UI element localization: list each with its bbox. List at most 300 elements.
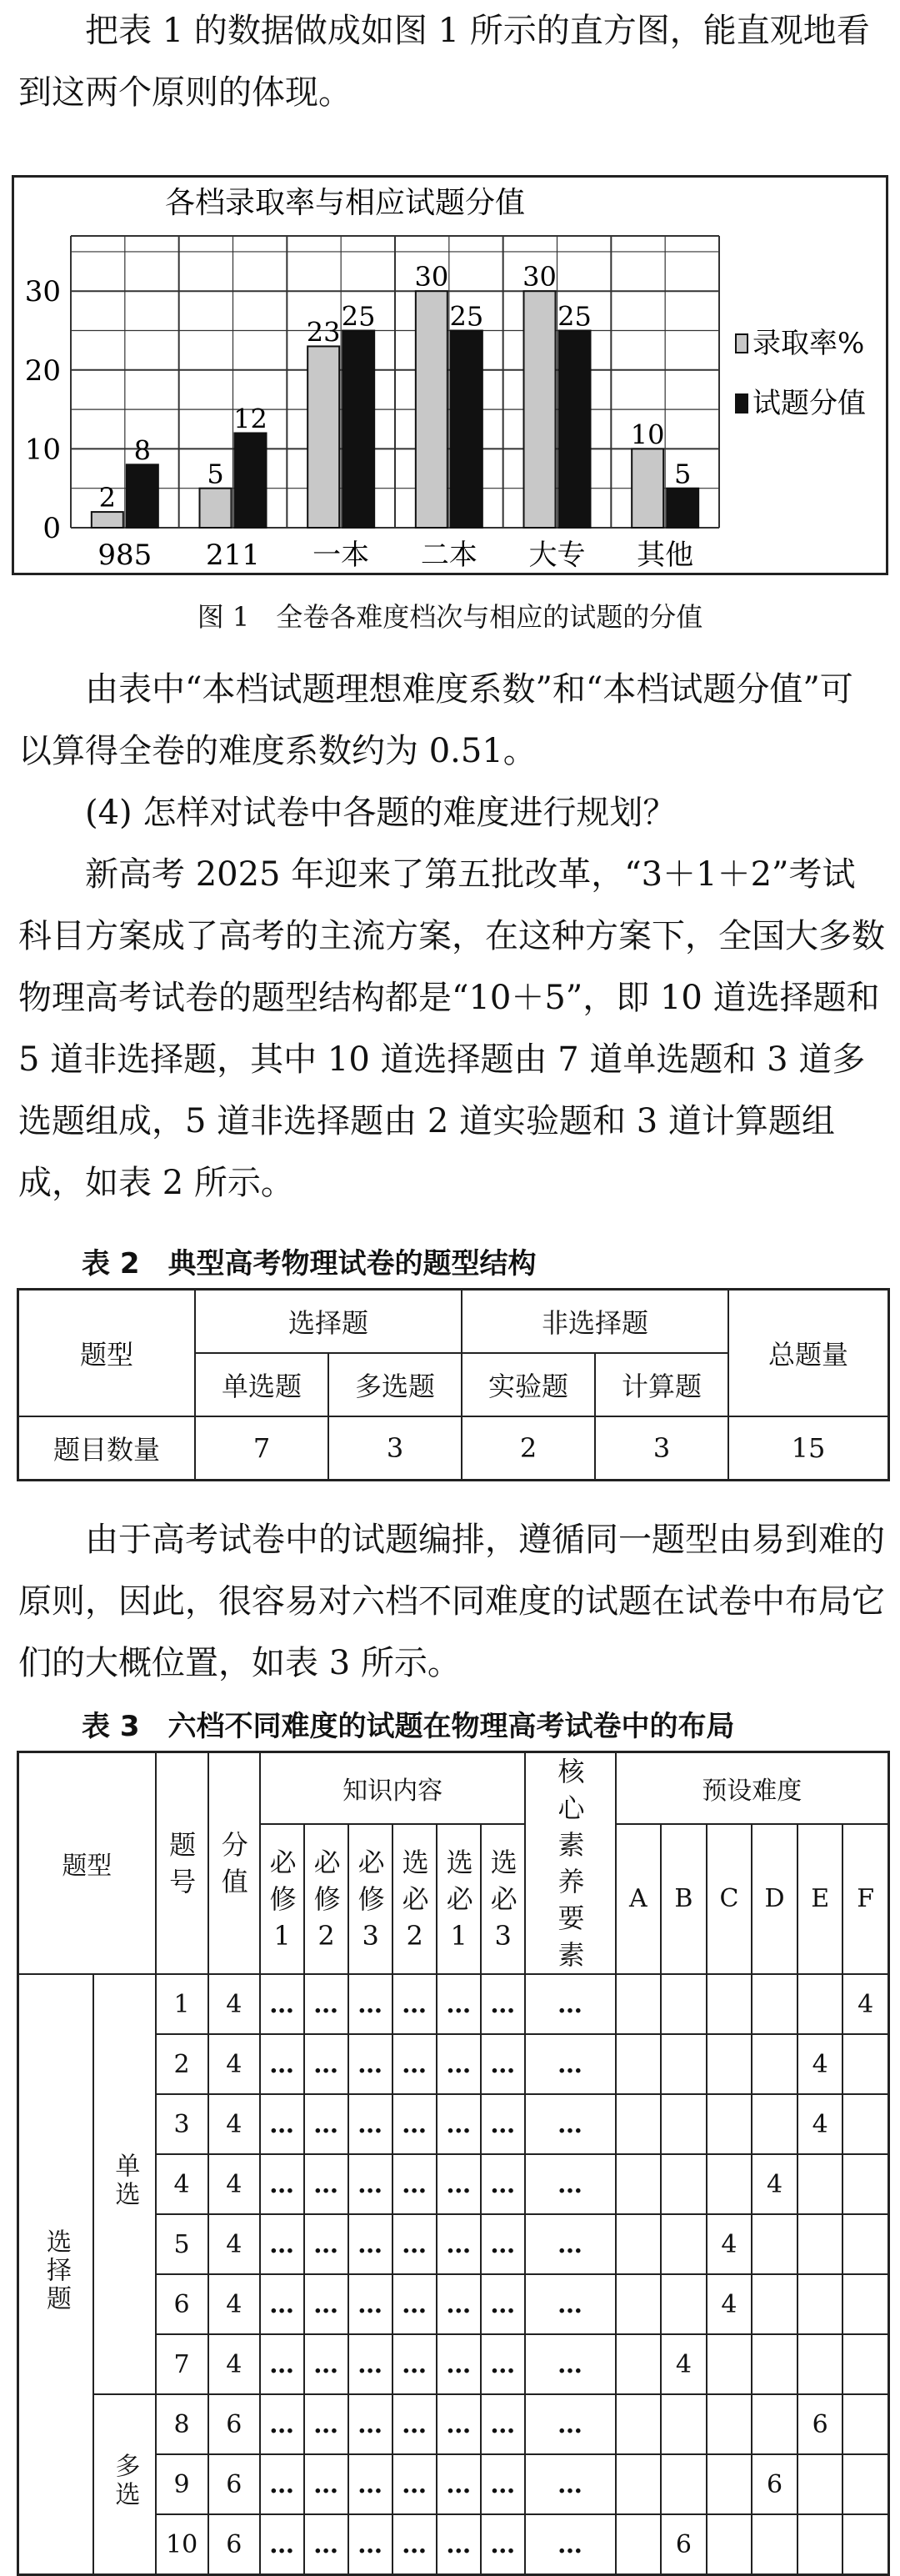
t3-knowledge-cell [392,1974,437,2034]
t3-difficulty-cell [842,2214,888,2274]
t3-dots-text: … [358,2529,384,2559]
t3-difficulty-cell [752,2214,798,2274]
t3-knowledge-cell [348,2274,392,2334]
t3-dots-text: … [402,2529,428,2559]
t3-knowledge-cell [481,2394,525,2454]
t3-knowledge-cell [304,2034,348,2094]
t3-knowledge-cell [437,1974,481,2034]
t3-dots-text: … [358,2289,384,2319]
data-label: 25 [558,300,592,333]
x-tick-label: 其他 [637,539,694,572]
t3-difficulty-cell [798,2214,843,2274]
t3-difficulty-col: D [752,1824,798,1974]
t3-dots-text: … [269,2169,296,2199]
t3-dots-text: … [358,2349,384,2379]
t3-score: 4 [208,2274,261,2334]
data-label: 30 [414,261,449,293]
t3-difficulty-cell [842,2334,888,2394]
t3-knowledge-cell [260,2034,304,2094]
t3-question-no: 8 [156,2394,208,2454]
t3-dots-text: … [490,2529,517,2559]
t3-knowledge-col [481,1824,525,1974]
t3-knowledge-cell [481,2454,525,2514]
t3-difficulty-cell [752,2334,798,2394]
t3-question-no: 7 [156,2334,208,2394]
y-tick-label: 0 [42,512,61,545]
t3-dots-text: … [313,2529,340,2559]
t3-difficulty-cell: 4 [798,2094,843,2154]
t3-core-header [525,1752,615,1975]
t3-difficulty-col: C [707,1824,752,1974]
t3-question-no: 2 [156,2034,208,2094]
t3-dots-text: … [557,1989,583,2019]
paragraph-question: (4) 怎样对试卷中各题的难度进行规划？ [85,794,677,832]
t3-difficulty-cell [661,2454,707,2514]
data-label: 5 [207,458,224,490]
figure-caption: 图 1 全卷各难度档次与相应的试题的分值 [197,601,703,633]
t3-knowledge-cell [304,2214,348,2274]
t3-difficulty-cell: 6 [798,2394,843,2454]
t3-knowledge-cell [348,2154,392,2214]
t3-difficulty-cell [616,2214,662,2274]
t3-sub-single [93,1974,156,2394]
t3-score: 4 [208,1974,261,2034]
t3-knowledge-cell [304,2454,348,2514]
t3-difficulty-cell [616,2514,662,2575]
table-2 [17,1288,890,1481]
t2-sub-header: 实验题 [462,1353,595,1416]
table2-caption: 表 2 典型高考物理试卷的题型结构 [82,1247,537,1280]
t3-question-no: 5 [156,2214,208,2274]
t3-knowledge-cell [260,2094,304,2154]
t3-knowledge-cell [392,2034,437,2094]
t3-core-cell [525,2214,615,2274]
t3-knowledge-col-text: 选必3 [490,1846,518,1952]
t3-difficulty-cell: 6 [661,2514,707,2575]
data-label: 12 [233,403,268,435]
t3-knowledge-cell [304,2334,348,2394]
t3-knowledge-cell [437,2394,481,2454]
legend-label: 录取率% [752,327,865,360]
t3-dots-text: … [490,2349,517,2379]
t3-dots-text: … [269,2469,296,2499]
t3-dots-text: … [269,1989,296,2019]
t3-sub-multi [93,2394,156,2575]
t2-sub-header: 单选题 [195,1353,328,1416]
t3-dots-text: … [358,2049,384,2079]
t3-knowledge-cell [481,1974,525,2034]
bar-score [667,489,698,528]
t2-type-header: 题型 [18,1290,196,1417]
t3-knowledge-cell [481,2334,525,2394]
x-tick-label: 985 [98,539,152,572]
t3-dots-text: … [490,2469,517,2499]
bar-admission-rate [200,489,232,528]
t3-knowledge-cell [481,2094,525,2154]
t3-knowledge-cell [481,2034,525,2094]
t3-dots-text: … [358,2109,384,2139]
t3-dots-text: … [402,2229,428,2259]
t3-knowledge-cell [348,2094,392,2154]
data-label: 25 [341,300,376,333]
bar-chart [14,178,886,573]
t3-difficulty-cell [616,2154,662,2214]
table3-caption: 表 3 六档不同难度的试题在物理高考试卷中的布局 [82,1710,735,1743]
t3-knowledge-cell [437,2514,481,2575]
t3-knowledge-cell [437,2454,481,2514]
t3-score: 6 [208,2514,261,2575]
bar-score [342,331,374,528]
t3-dots-text: … [358,2229,384,2259]
t3-dots-text: … [269,2289,296,2319]
t3-dots-text: … [313,2229,340,2259]
t2-row-label: 题目数量 [18,1416,196,1481]
bar-admission-rate [524,291,556,528]
t3-type-header: 题型 [18,1752,156,1975]
t3-score: 4 [208,2214,261,2274]
t3-knowledge-cell [304,2274,348,2334]
t3-knowledge-cell [260,2514,304,2575]
legend-label: 试题分值 [752,387,866,420]
t3-knowledge-cell [392,2094,437,2154]
t3-difficulty-cell [842,2034,888,2094]
t3-difficulty-cell [798,2334,843,2394]
t2-sub-header: 多选题 [328,1353,462,1416]
t3-sub-text: 单选 [110,2153,140,2209]
t3-difficulty-cell [661,1974,707,2034]
t3-dots-text: … [446,2529,472,2559]
t3-dots-text: … [557,2109,583,2139]
t3-score-header-text: 分值 [221,1829,248,1897]
t3-difficulty-cell: 4 [752,2154,798,2214]
t2-total-header: 总题量 [728,1290,889,1417]
data-label: 2 [98,482,117,514]
t3-dots-text: … [446,1989,472,2019]
bar-score [235,433,267,528]
table-row [18,2394,889,2454]
t3-knowledge-cell [304,2394,348,2454]
t3-dots-text: … [313,1989,340,2019]
t3-difficulty-cell [707,2334,752,2394]
t3-knowledge-cell [437,2034,481,2094]
t2-cell: 7 [195,1416,328,1481]
t3-difficulty-cell [842,2454,888,2514]
t3-difficulty-cell [661,2394,707,2454]
t3-score: 4 [208,2034,261,2094]
t3-difficulty-cell [707,2034,752,2094]
paragraph-intro: 把表 1 的数据做成如图 1 所示的直方图，能直观地看到这两个原则的体现。 [18,12,870,112]
t3-difficulty-cell [798,2154,843,2214]
t3-dots-text: … [557,2529,583,2559]
t3-dots-text: … [446,2229,472,2259]
t2-choice-header: 选择题 [195,1290,462,1354]
t3-dots-text: … [269,2109,296,2139]
t3-dots-text: … [402,2169,428,2199]
t3-question-no: 1 [156,1974,208,2034]
data-label: 30 [522,261,557,293]
t3-difficulty-cell: 4 [707,2214,752,2274]
legend-swatch [736,334,748,353]
t3-knowledge-cell [437,2094,481,2154]
t3-knowledge-cell [348,2034,392,2094]
t2-cell: 15 [728,1416,889,1481]
t3-difficulty-cell: 4 [798,2034,843,2094]
paragraph-layout: 由于高考试卷中的试题编排，遵循同一题型由易到难的原则，因此，很容易对六档不同难度的试题在试卷中布局它们的大概位置，如表 3 所示。 [18,1521,885,1682]
t3-question-no: 10 [156,2514,208,2575]
t3-core-cell [525,1974,615,2034]
t3-core-cell [525,2514,615,2575]
t2-cell: 2 [462,1416,595,1481]
t3-dots-text: … [269,2349,296,2379]
t3-knowledge-cell [348,2394,392,2454]
t3-dots-text: … [313,2349,340,2379]
t3-difficulty-cell [842,2274,888,2334]
t3-dots-text: … [490,2289,517,2319]
t3-dots-text: … [402,2049,428,2079]
t3-knowledge-cell [304,2154,348,2214]
t3-knowledge-col-text: 必修1 [269,1846,297,1952]
t3-dots-text: … [358,2409,384,2439]
t3-dots-text: … [402,1989,428,2019]
t3-dots-text: … [269,2529,296,2559]
bar-admission-rate [416,291,448,528]
t3-difficulty-cell [707,1974,752,2034]
t3-difficulty-header: 预设难度 [616,1752,889,1824]
t3-knowledge-col-text: 选必1 [446,1846,473,1952]
t3-knowledge-cell [304,2094,348,2154]
t3-core-header-text: 核心素养要素 [558,1756,585,1971]
t3-score: 4 [208,2094,261,2154]
t3-question-no: 9 [156,2454,208,2514]
t3-difficulty-cell [752,2394,798,2454]
t3-score: 6 [208,2394,261,2454]
bar-admission-rate [92,512,123,528]
t3-knowledge-cell [348,2214,392,2274]
t3-score: 4 [208,2154,261,2214]
t3-knowledge-col [392,1824,437,1974]
t3-difficulty-cell [707,2454,752,2514]
t3-difficulty-col: A [616,1824,662,1974]
t3-difficulty-cell [707,2514,752,2575]
t3-difficulty-cell [616,2274,662,2334]
t3-dots-text: … [269,2409,296,2439]
t3-knowledge-cell [260,2454,304,2514]
t3-core-cell [525,2454,615,2514]
t3-sub-text: 多选 [110,2453,140,2509]
t3-knowledge-cell [437,2274,481,2334]
legend-swatch [736,394,748,413]
t3-knowledge-col [304,1824,348,1974]
t3-core-cell [525,2034,615,2094]
t3-knowledge-cell [392,2154,437,2214]
t3-dots-text: … [557,2289,583,2319]
t3-difficulty-cell [661,2034,707,2094]
t3-difficulty-cell [661,2154,707,2214]
bar-score [559,331,591,528]
t3-score-header [208,1752,261,1975]
t3-difficulty-cell [842,2094,888,2154]
t3-knowledge-cell [348,1974,392,2034]
t3-difficulty-cell [842,2514,888,2575]
t3-knowledge-col-text: 必修2 [313,1846,341,1952]
chart-title: 各档录取率与相应试题分值 [164,186,526,220]
y-tick-label: 10 [24,433,61,467]
t3-dots-text: … [557,2229,583,2259]
t3-dots-text: … [446,2169,472,2199]
t3-dots-text: … [313,2109,340,2139]
t3-knowledge-cell [437,2214,481,2274]
t3-knowledge-cell [392,2214,437,2274]
t3-difficulty-cell [616,2454,662,2514]
t3-difficulty-cell: 6 [752,2454,798,2514]
table-row [18,1974,889,2034]
t3-knowledge-col [348,1824,392,1974]
t3-difficulty-cell [798,1974,843,2034]
t3-difficulty-cell [661,2094,707,2154]
t3-difficulty-col: F [842,1824,888,1974]
t3-difficulty-cell [616,2094,662,2154]
t2-cell: 3 [328,1416,462,1481]
t3-difficulty-cell [798,2514,843,2575]
t3-dots-text: … [402,2349,428,2379]
t3-knowledge-cell [392,2454,437,2514]
t3-question-no: 3 [156,2094,208,2154]
t3-difficulty-cell [616,2394,662,2454]
t3-no-header-text: 题号 [169,1829,197,1897]
bar-score [127,464,158,528]
t3-question-no: 6 [156,2274,208,2334]
t3-dots-text: … [446,2349,472,2379]
t3-dots-text: … [557,2169,583,2199]
t3-difficulty-cell [616,2034,662,2094]
t3-dots-text: … [446,2469,472,2499]
t3-knowledge-col [260,1824,304,1974]
t3-knowledge-cell [304,1974,348,2034]
t3-dots-text: … [313,2469,340,2499]
t3-difficulty-cell: 4 [707,2274,752,2334]
t3-dots-text: … [358,2469,384,2499]
t3-knowledge-col-text: 选必2 [402,1846,429,1952]
paragraph-difficulty: 由表中“本档试题理想难度系数”和“本档试题分值”可以算得全卷的难度系数约为 0.51。 [18,670,853,770]
t3-knowledge-col [437,1824,481,1974]
t3-dots-text: … [313,2409,340,2439]
t3-difficulty-cell [752,2514,798,2575]
data-label: 10 [630,418,665,451]
t3-difficulty-cell [707,2394,752,2454]
t3-core-cell [525,2274,615,2334]
t3-knowledge-cell [481,2514,525,2575]
t3-knowledge-cell [348,2334,392,2394]
t3-knowledge-cell [481,2214,525,2274]
t3-dots-text: … [269,2229,296,2259]
t3-knowledge-cell [260,2274,304,2334]
t2-nonchoice-header: 非选择题 [462,1290,728,1354]
t3-difficulty-cell [616,1974,662,2034]
data-label: 5 [673,458,692,490]
x-tick-label: 大专 [528,539,586,572]
t3-knowledge-cell [260,1974,304,2034]
data-label: 8 [133,434,152,467]
t3-dots-text: … [557,2469,583,2499]
t3-knowledge-cell [348,2514,392,2575]
t3-difficulty-cell [842,2154,888,2214]
t3-knowledge-cell [481,2274,525,2334]
t3-knowledge-cell [260,2334,304,2394]
t3-knowledge-cell [392,2334,437,2394]
table-3 [17,1751,890,2576]
data-label: 25 [449,300,484,333]
t2-sub-header: 计算题 [595,1353,728,1416]
t3-dots-text: … [313,2289,340,2319]
t3-dots-text: … [313,2049,340,2079]
t3-knowledge-cell [348,2454,392,2514]
t3-score: 6 [208,2454,261,2514]
t3-dots-text: … [490,2409,517,2439]
t3-knowledge-col-text: 必修3 [358,1846,385,1952]
t3-dots-text: … [557,2409,583,2439]
t3-difficulty-cell [752,2094,798,2154]
t3-dots-text: … [402,2109,428,2139]
y-tick-label: 30 [24,275,61,309]
t3-core-cell [525,2154,615,2214]
t3-knowledge-header: 知识内容 [260,1752,525,1824]
t3-difficulty-cell [707,2154,752,2214]
t3-difficulty-cell [752,2034,798,2094]
t2-cell: 3 [595,1416,728,1481]
t3-knowledge-cell [392,2274,437,2334]
figure-1 [12,175,888,575]
t3-dots-text: … [313,2169,340,2199]
t3-dots-text: … [358,1989,384,2019]
t3-dots-text: … [446,2109,472,2139]
t3-dots-text: … [358,2169,384,2199]
t3-dots-text: … [446,2049,472,2079]
t3-dots-text: … [557,2049,583,2079]
t3-knowledge-cell [304,2514,348,2575]
t3-difficulty-cell: 4 [842,1974,888,2034]
t3-difficulty-cell [842,2394,888,2454]
t3-core-cell [525,2094,615,2154]
t3-dots-text: … [490,2229,517,2259]
t3-knowledge-cell [437,2154,481,2214]
x-tick-label: 一本 [312,539,370,572]
t3-knowledge-cell [392,2394,437,2454]
x-tick-label: 二本 [420,539,478,572]
t3-knowledge-cell [437,2334,481,2394]
bar-admission-rate [308,346,339,528]
t3-difficulty-cell: 4 [661,2334,707,2394]
paragraph-reform: 新高考 2025 年迎来了第五批改革，“3＋1＋2”考试科目方案成了高考的主流方案，在这种方案下，全国大多数物理高考试卷的题型结构都是“10＋5”，即 10 道选择题和 5 道非选择题，其中 10 道选择题由 7 道单选题和 3 道多选题组成，5 道非选择题由 2 道实验题和 3 道计算题组成，如表 2 所示。 [18,855,885,1202]
t3-dots-text: … [446,2409,472,2439]
t3-difficulty-col: B [661,1824,707,1974]
t3-knowledge-cell [260,2394,304,2454]
t3-difficulty-cell [798,2454,843,2514]
t3-group-choice [18,1974,94,2575]
t3-dots-text: … [490,2109,517,2139]
data-label: 23 [306,316,341,348]
t3-dots-text: … [269,2049,296,2079]
t3-score: 4 [208,2334,261,2394]
t3-dots-text: … [402,2289,428,2319]
t3-question-no: 4 [156,2154,208,2214]
t3-knowledge-cell [260,2214,304,2274]
t3-dots-text: … [446,2289,472,2319]
t3-dots-text: … [490,2049,517,2079]
t3-knowledge-cell [260,2154,304,2214]
t3-difficulty-cell [707,2094,752,2154]
y-tick-label: 20 [24,353,61,388]
t3-dots-text: … [490,1989,517,2019]
